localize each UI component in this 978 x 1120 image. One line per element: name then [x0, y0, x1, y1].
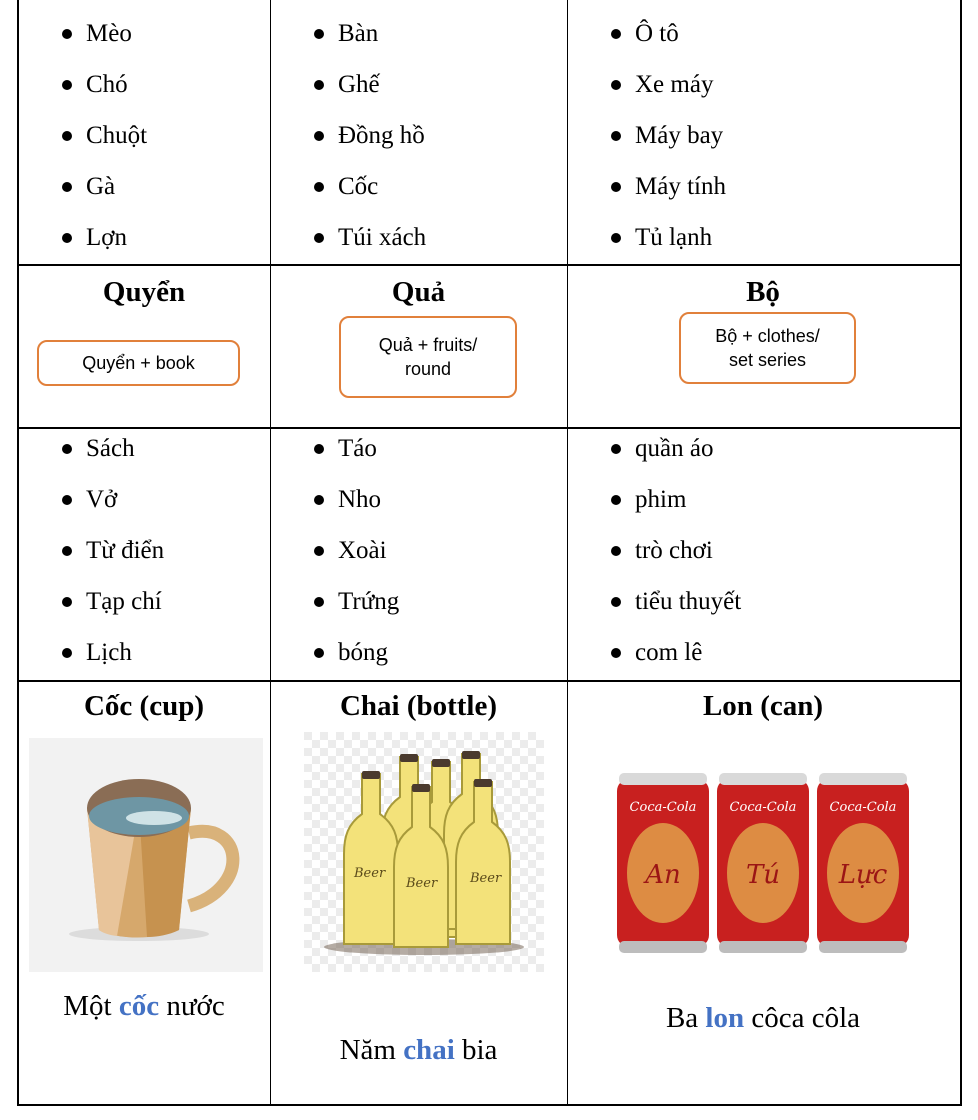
- caption-pre: Một: [63, 990, 112, 1022]
- list-item: Bàn: [271, 8, 566, 59]
- caption-post: côca côla: [751, 1002, 861, 1034]
- list-item: Nho: [271, 474, 566, 525]
- list-item: Chuột: [19, 110, 269, 161]
- svg-text:Coca-Cola: Coca-Cola: [629, 800, 697, 815]
- cup-image: [29, 738, 263, 972]
- list-item: Gà: [19, 161, 269, 212]
- list-item: Từ điển: [19, 525, 269, 576]
- svg-text:Beer: Beer: [406, 876, 438, 891]
- list-item: Máy bay: [568, 110, 958, 161]
- list-item: Cốc: [271, 161, 566, 212]
- callout-text: Bộ + clothes/: [715, 326, 820, 346]
- list-item: Ghế: [271, 59, 566, 110]
- row3-col2: [271, 423, 566, 678]
- list-item: Ô tô: [568, 8, 958, 59]
- svg-text:Tú: Tú: [745, 860, 781, 890]
- svg-text:Lực: Lực: [838, 860, 888, 890]
- caption-pre: Năm: [339, 1034, 396, 1066]
- callout-quyen: [37, 340, 240, 386]
- svg-text:An: An: [645, 860, 681, 890]
- row3-col1: [19, 423, 269, 678]
- list-item: Mèo: [19, 8, 269, 59]
- callout-bo: [679, 312, 856, 384]
- heading-bo: Bộ: [746, 276, 780, 308]
- callout-qua: [339, 316, 517, 398]
- caption-post: nước: [166, 990, 225, 1022]
- can: [617, 773, 709, 953]
- list-item: Lợn: [19, 212, 269, 263]
- beer-bottles-icon: [304, 732, 544, 972]
- caption-keyword: cốc: [118, 990, 160, 1022]
- list-item: bóng: [271, 627, 566, 678]
- callout-text: Quả + fruits/: [378, 335, 478, 355]
- list-item: Xoài: [271, 525, 566, 576]
- caption-pre: Ba: [665, 1002, 699, 1034]
- caption-keyword: chai: [403, 1034, 455, 1066]
- list-item: Tủ lạnh: [568, 212, 958, 263]
- heading-chai: Chai (bottle): [339, 690, 498, 722]
- list-item: Lịch: [19, 627, 269, 678]
- row1-col3: [568, 8, 958, 263]
- list-item: Sách: [19, 423, 269, 474]
- svg-text:Beer: Beer: [470, 871, 502, 886]
- classifier-table: [17, 0, 962, 1106]
- list-item: trò chơi: [568, 525, 958, 576]
- caption-lon: [568, 1002, 958, 1035]
- row3-col3: [568, 423, 958, 678]
- caption-post: bia: [462, 1034, 498, 1066]
- heading-lon: Lon (can): [702, 690, 824, 722]
- list-item: Máy tính: [568, 161, 958, 212]
- list-item: phim: [568, 474, 958, 525]
- coca-cola-cans-icon: [609, 765, 919, 960]
- bottles-image: [304, 732, 544, 972]
- list-item: Vở: [19, 474, 269, 525]
- callout-text: Quyển + book: [82, 353, 195, 373]
- row1-col2: [271, 8, 566, 263]
- list-item: Tạp chí: [19, 576, 269, 627]
- caption-coc: [19, 990, 269, 1023]
- cup-icon: [29, 738, 263, 972]
- list-item: quần áo: [568, 423, 958, 474]
- heading-quyen: Quyển: [102, 276, 186, 308]
- list-item: Trứng: [271, 576, 566, 627]
- list-item: com lê: [568, 627, 958, 678]
- callout-text: set series: [728, 350, 806, 370]
- list-item: Đồng hồ: [271, 110, 566, 161]
- cans-image: [609, 765, 919, 960]
- list-item: tiểu thuyết: [568, 576, 958, 627]
- caption-chai: [271, 1034, 566, 1067]
- callout-text: round: [404, 359, 452, 379]
- row-divider: [19, 680, 960, 682]
- svg-text:Coca-Cola: Coca-Cola: [829, 800, 897, 815]
- svg-text:Coca-Cola: Coca-Cola: [729, 800, 797, 815]
- row-divider: [19, 264, 960, 266]
- list-item: Chó: [19, 59, 269, 110]
- row1-col1: [19, 8, 269, 263]
- heading-qua: Quả: [391, 276, 446, 308]
- caption-keyword: lon: [705, 1002, 745, 1034]
- list-item: Táo: [271, 423, 566, 474]
- list-item: Xe máy: [568, 59, 958, 110]
- svg-text:Beer: Beer: [354, 866, 386, 881]
- heading-coc: Cốc (cup): [83, 690, 204, 722]
- list-item: Túi xách: [271, 212, 566, 263]
